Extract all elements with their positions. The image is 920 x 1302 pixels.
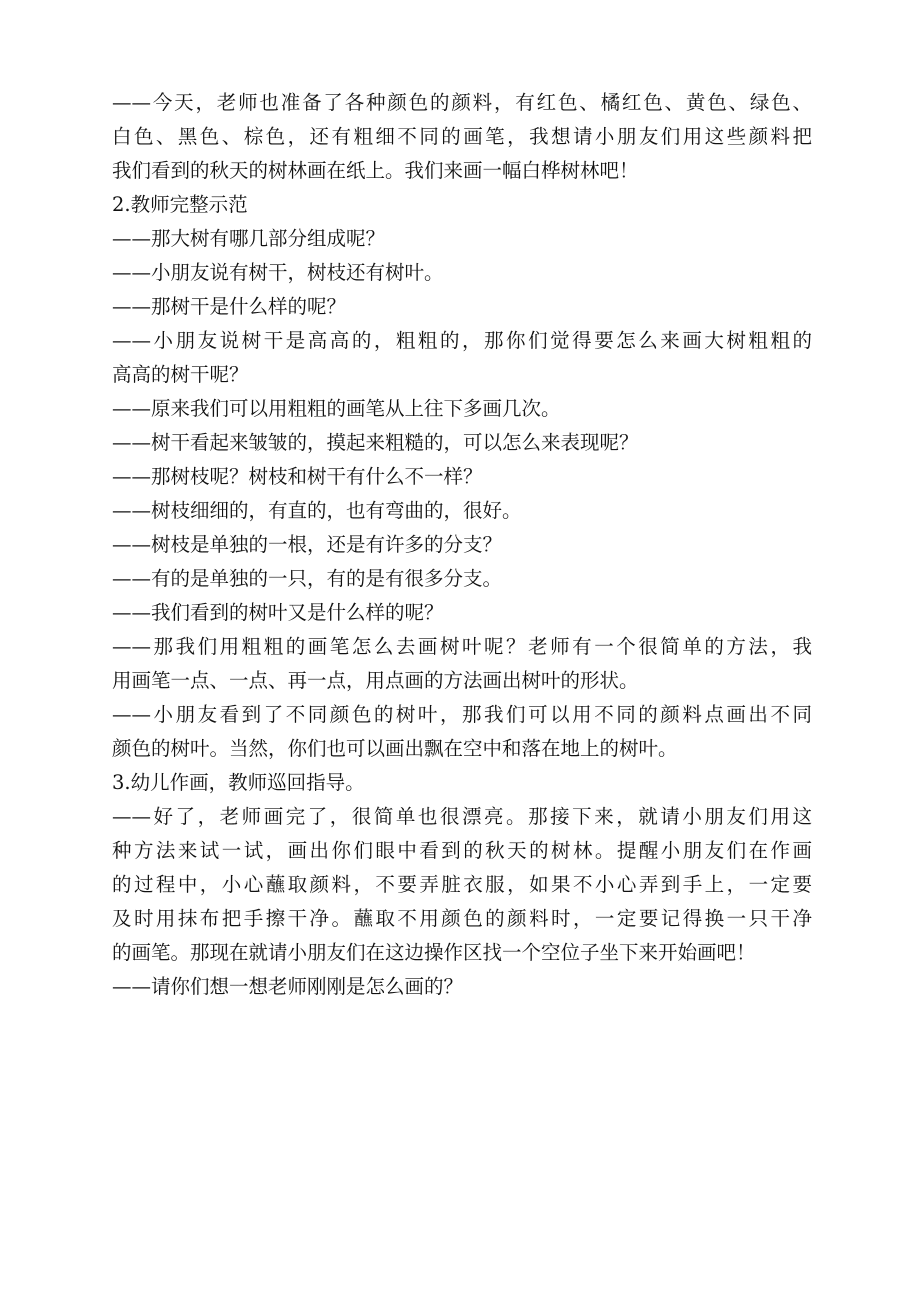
section-heading: 2.教师完整示范 (112, 193, 248, 216)
text-line: ——原来我们可以用粗粗的画笔从上往下多画几次。 (112, 397, 561, 420)
text-line: 的过程中，小心蘸取颜料，不要弄脏衣服，如果不小心弄到手上，一定要 (112, 873, 812, 896)
text-line: 白色、黑色、棕色，还有粗细不同的画笔，我想请小朋友们用这些颜料把 (112, 125, 812, 148)
text-line: ——树干看起来皱皱的，摸起来粗糙的，可以怎么来表现呢？ (112, 431, 639, 454)
text-line: 的画笔。那现在就请小朋友们在这边操作区找一个空位子坐下来开始画吧！ (112, 941, 756, 964)
text-line: 用画笔一点、一点、再一点，用点画的方法画出树叶的形状。 (112, 669, 639, 692)
text-line: ——树枝细细的，有直的，也有弯曲的，很好。 (112, 499, 522, 522)
text-line: ——小朋友看到了不同颜色的树叶，那我们可以用不同的颜料点画出不同 (112, 703, 812, 726)
text-line: ——那我们用粗粗的画笔怎么去画树叶呢？老师有一个很简单的方法，我 (112, 635, 812, 658)
section-heading: 3.幼儿作画，教师巡回指导。 (112, 771, 365, 794)
text-line: ——好了，老师画完了，很简单也很漂亮。那接下来，就请小朋友们用这 (112, 805, 812, 828)
text-line: ——那树干是什么样的呢？ (112, 295, 347, 318)
text-line: 种方法来试一试，画出你们眼中看到的秋天的树林。提醒小朋友们在作画 (112, 839, 812, 862)
text-line: ——小朋友说树干是高高的，粗粗的，那你们觉得要怎么来画大树粗粗的 (112, 329, 812, 352)
text-line: 颜色的树叶。当然，你们也可以画出飘在空中和落在地上的树叶。 (112, 737, 678, 760)
text-line: ——有的是单独的一只，有的是有很多分支。 (112, 567, 503, 590)
text-line: ——树枝是单独的一根，还是有许多的分支？ (112, 533, 503, 556)
text-line: 及时用抹布把手擦干净。蘸取不用颜色的颜料时，一定要记得换一只干净 (112, 907, 812, 930)
text-line: 高高的树干呢？ (112, 363, 249, 386)
text-line: ——我们看到的树叶又是什么样的呢？ (112, 601, 444, 624)
text-line: ——那树枝呢？树枝和树干有什么不一样？ (112, 465, 483, 488)
text-line: ——那大树有哪几部分组成呢？ (112, 227, 386, 250)
document-body (112, 86, 812, 1004)
text-line: 我们看到的秋天的树林画在纸上。我们来画一幅白桦树林吧！ (112, 159, 639, 182)
text-line: ——今天，老师也准备了各种颜色的颜料，有红色、橘红色、黄色、绿色、 (112, 91, 812, 114)
text-line: ——小朋友说有树干，树枝还有树叶。 (112, 261, 444, 284)
text-line: ——请你们想一想老师刚刚是怎么画的？ (112, 975, 464, 998)
